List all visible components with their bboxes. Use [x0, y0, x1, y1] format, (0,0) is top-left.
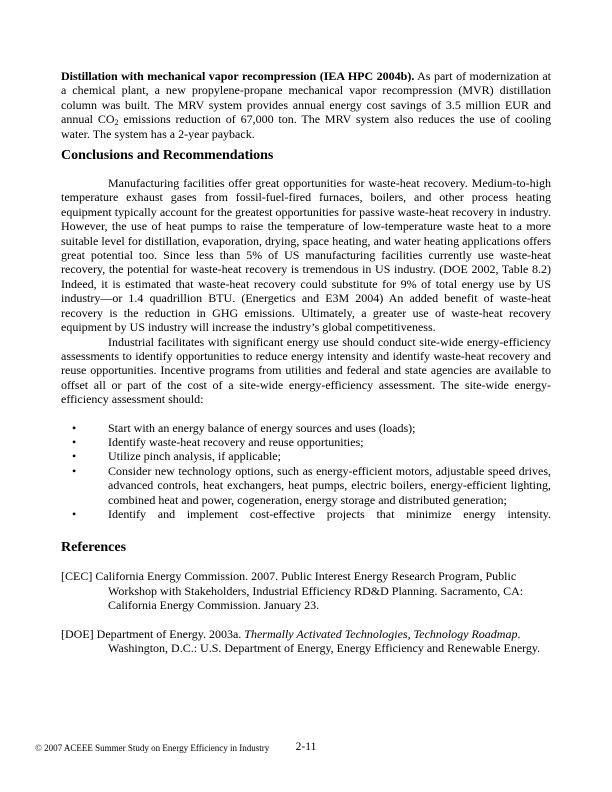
bullet-text: Start with an energy balance of energy sources and uses (loads); — [108, 420, 416, 435]
list-item — [61, 464, 551, 507]
list-item — [61, 435, 551, 449]
bullet-icon: • — [72, 506, 77, 521]
page-footer — [0, 740, 612, 756]
reference-entry — [61, 569, 551, 612]
bullet-text: Identify waste-heat recovery and reuse opportunities; — [108, 434, 364, 449]
case-study-text-tail: emissions reduction of 67,000 ton. The MRV system also reduces the use of cooling water. The system has a 2-year payback. — [61, 112, 552, 141]
reference-label: [CEC] — [61, 569, 93, 584]
bullet-text: Utilize pinch analysis, if applicable; — [108, 449, 281, 464]
co2-subscript: 2 — [114, 118, 119, 128]
reference-entry — [61, 627, 551, 656]
recommendations-list — [61, 421, 551, 522]
copyright-text: © 2007 ACEEE Summer Study on Energy Efficiency in Industry — [35, 743, 270, 753]
conclusions-paragraph-1: Manufacturing facilities offer great opportunities for waste-heat recovery. Medium-to-high temperature exhaust gases from fossil-fuel-fired furnaces, boilers, and other process heating equipment typically account for the greatest opportunities for passive waste-heat recovery in industry. However, the use of heat pumps to raise the temperature of low-temperature waste heat to a more suitable level for distillation, evaporation, drying, space heating, and water heating applications offers great potential too. Since less than 5% of US manufacturing facilities currently use waste-heat recovery, the potential for waste-heat recovery is tremendous in US industry. (DOE 2002, Table 8.2) Indeed, it is estimated that waste-heat recovery could substitute for 9% of total energy use by US industry—or 1.4 quadrillion BTU. (Energetics and E3M 2004) An added benefit of waste-heat recovery is the reduction in GHG emissions. Ultimately, a greater use of waste-heat recovery equipment by US industry will increase the industry’s global competitiveness. — [61, 176, 551, 335]
bullet-icon: • — [72, 420, 77, 435]
reference-text: California Energy Commission. 2007. Public Interest Energy Research Program, Public Workshop with Stakeholders, Industrial Efficiency RD&D Planning. Sacramento, CA: California Energy Commission. January 23. — [95, 569, 524, 613]
conclusions-paragraph-2: Industrial facilitates with significant energy use should conduct site-wide energy-efficiency assessments to identify opportunities to reduce energy intensity and identify waste-heat recovery and reuse opportunities. Incentive programs from utilities and federal and state agencies are available to offset all or part of the cost of a site-wide energy-efficiency assessment. The site-wide energy-efficiency assessment should: — [61, 334, 551, 407]
conclusions-heading: Conclusions and Recommendations — [61, 148, 274, 164]
reference-text-tail: . Washington, D.C.: U.S. Department of Energy, Energy Efficiency and Renewable Energy. — [108, 626, 541, 655]
reference-label: [DOE] — [61, 626, 94, 641]
list-item — [61, 449, 551, 463]
list-item — [61, 507, 551, 521]
page-number: 2-11 — [295, 741, 317, 753]
reference-text: Department of Energy. 2003a. — [96, 626, 245, 641]
reference-title-italic: Thermally Activated Technologies, Technology Roadmap — [244, 626, 518, 641]
bullet-text: Consider new technology options, such as energy-efficient motors, adjustable speed drives, advanced controls, heat exchangers, heat pumps, electric boilers, energy-efficient lighting, combined heat and power, cogeneration, energy storage and distributed generation; — [108, 463, 551, 507]
case-study-text: As part of modernization at a chemical plant, a new propylene-propane mechanical vapor recompression (MVR) distillation column was built. The MRV system provides annual energy cost savings of 3.5 million EUR and annual CO — [61, 69, 551, 127]
case-study-paragraph — [61, 69, 551, 141]
list-item — [61, 421, 551, 435]
bullet-text: Identify and implement cost-effective projects that minimize energy intensity. — [108, 506, 551, 521]
bullet-icon: • — [72, 449, 77, 464]
case-study-lead: Distillation with mechanical vapor recompression (IEA HPC 2004b). — [61, 69, 415, 83]
page-content — [61, 69, 551, 669]
references-heading: References — [61, 540, 127, 556]
bullet-icon: • — [72, 463, 77, 478]
bullet-icon: • — [72, 434, 77, 449]
